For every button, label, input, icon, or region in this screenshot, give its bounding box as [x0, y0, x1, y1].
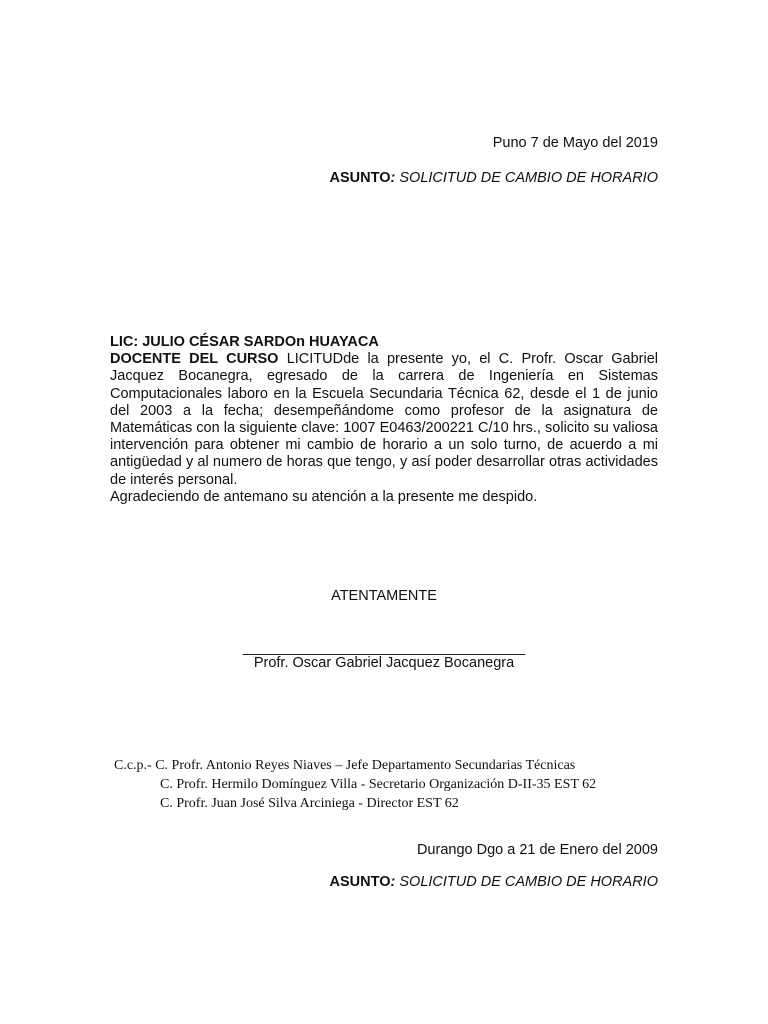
- ccp-item: C. Profr. Juan José Silva Arciniega - Director EST 62: [160, 796, 459, 811]
- signature-line: ___________________________________: [242, 640, 526, 656]
- letter-date: Puno 7 de Mayo del 2019: [492, 135, 658, 151]
- body-text: LICITUDde la presente yo, el C. Profr. Oscar Gabriel Jacquez Bocanegra, egresado de la carrera de Ingeniería en Sistemas Computacionales laboro en la Escuela Secundaria Técnica 62, desde el 1 de junio del 2003 a la fecha; desempeñándome como profesor de la asignatura de Matemáticas con la siguiente clave: 1007 E0463/200221 C/10 hrs., solicito su valiosa intervención para obtener mi cambio de horario a un solo turno, de acuerdo a mi antigüedad y al numero de horas que tengo, y así poder desarrollar otras actividades de interés personal.: [110, 351, 658, 488]
- closing-line: Agradeciendo de antemano su atención a la presente me despido.: [110, 488, 538, 505]
- subject-text: SOLICITUD DE CAMBIO DE HORARIO: [395, 874, 658, 890]
- body-bold-heading: DOCENTE DEL CURSO: [110, 351, 279, 368]
- subject-text: SOLICITUD DE CAMBIO DE HORARIO: [395, 170, 658, 186]
- ccp-item: C. Profr. Hermilo Domínguez Villa - Secretario Organización D-II-35 EST 62: [160, 777, 597, 792]
- letter-body: [110, 334, 658, 506]
- subject-colon: :: [390, 170, 396, 186]
- subject-label: ASUNTO: [329, 874, 391, 890]
- subject-label: ASUNTO: [329, 170, 391, 186]
- letter-subject: [330, 170, 658, 186]
- next-letter-date: Durango Dgo a 21 de Enero del 2009: [416, 842, 658, 858]
- ccp-item: C.c.p.- C. Profr. Antonio Reyes Niaves – Jefe Departamento Secundarias Técnicas: [114, 758, 576, 773]
- signer-name: Profr. Oscar Gabriel Jacquez Bocanegra: [253, 655, 515, 671]
- carbon-copy-list: [114, 756, 596, 813]
- body-paragraph: [110, 351, 658, 489]
- next-letter-subject: [330, 874, 658, 890]
- salutation: ATENTAMENTE: [331, 588, 437, 604]
- subject-colon: :: [390, 874, 396, 890]
- addressee: LIC: JULIO CÉSAR SARDOn HUAYACA: [110, 334, 379, 350]
